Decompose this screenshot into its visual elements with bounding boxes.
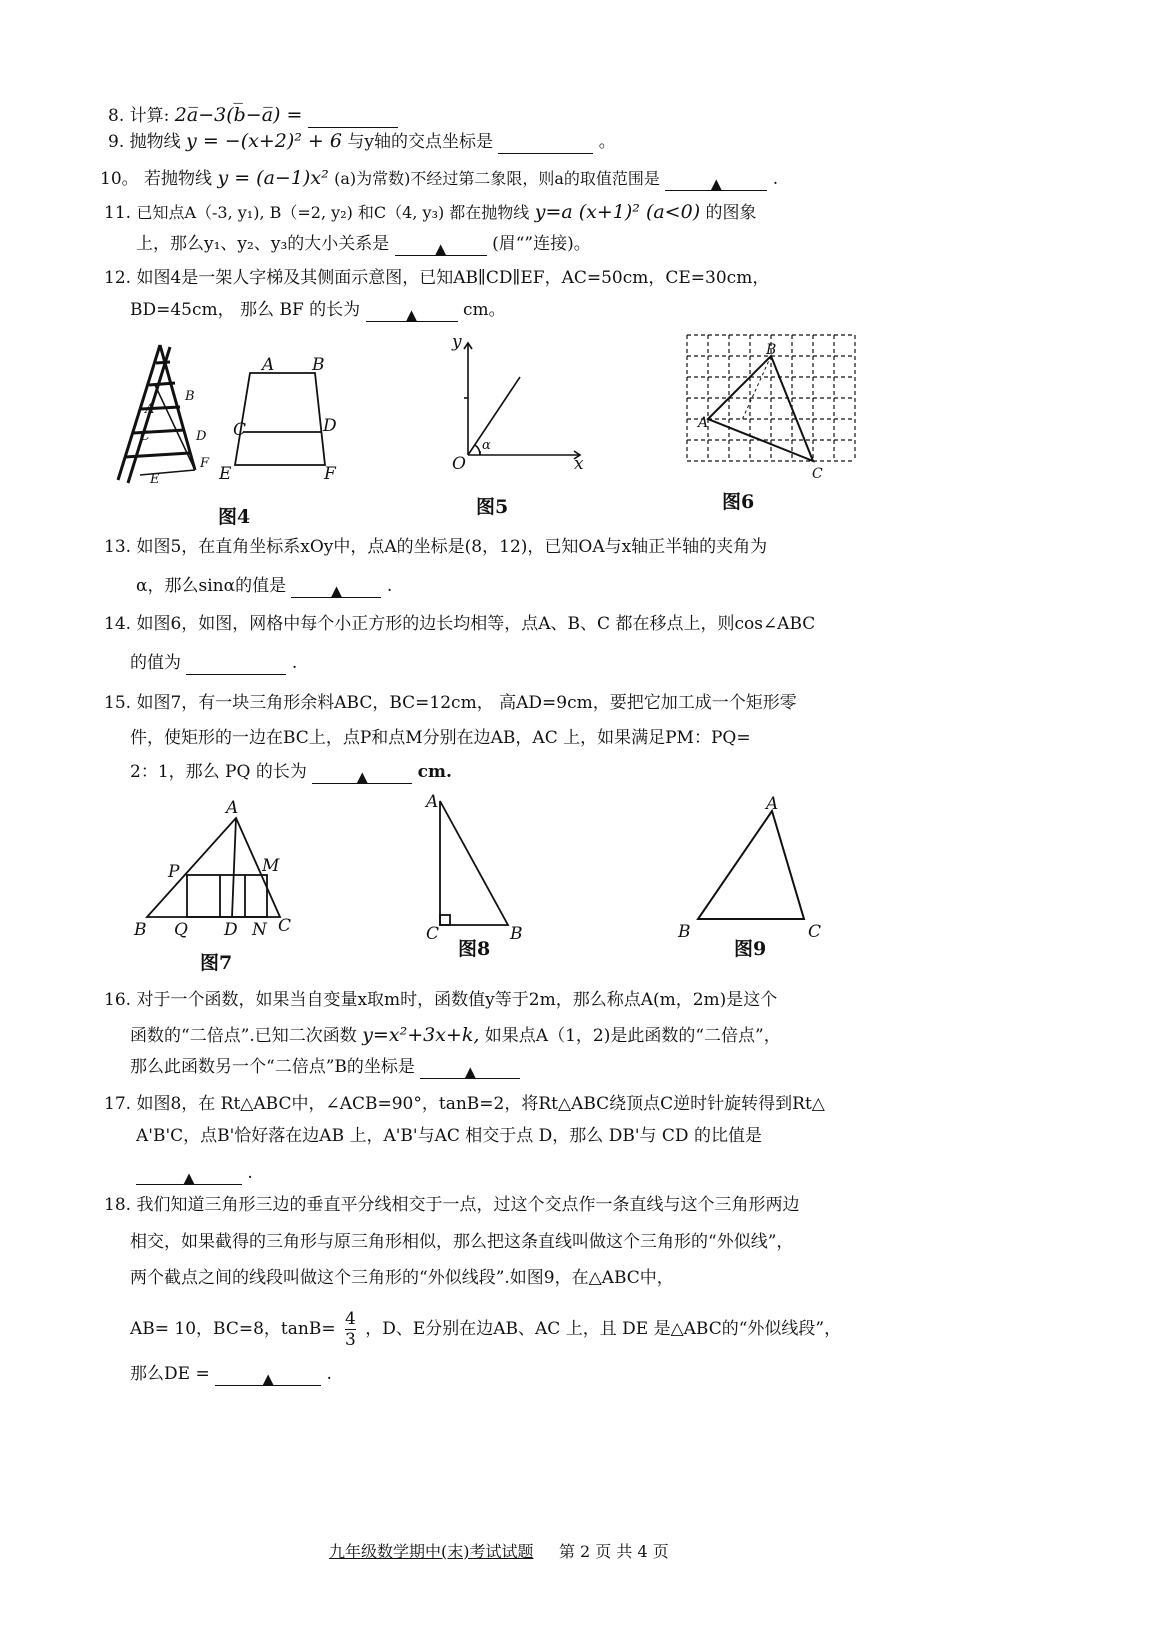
svg-text:N: N (252, 920, 267, 940)
triangle-marker: ▲ (710, 175, 723, 193)
figure-caption: 图8 (458, 938, 491, 960)
svg-text:P: P (168, 862, 180, 882)
answer-blank[interactable] (186, 656, 286, 675)
answer-blank[interactable] (215, 1367, 321, 1386)
question-9: 9. 抛物线 y = −(x+2)² + 6 与y轴的交点坐标是 。 (108, 130, 616, 152)
question-17-line3: ▲ . (136, 1161, 253, 1185)
triangle-ABC (698, 811, 804, 919)
fraction-4-3: $\frac{4}{3}$ (344, 1309, 356, 1350)
svg-text:C: C (278, 916, 292, 936)
triangle-marker: ▲ (405, 306, 418, 324)
figure-4 (100, 335, 360, 535)
answer-blank[interactable] (665, 172, 767, 191)
svg-text:x: x (574, 454, 584, 474)
question-12: 12. 如图4是一架人字梯及其侧面示意图，已知AB∥CD∥EF，AC=50cm，CE=30cm， (104, 268, 770, 288)
svg-text:B: B (678, 922, 691, 942)
answer-blank[interactable] (395, 237, 487, 256)
svg-text:C: C (140, 429, 150, 444)
question-15: 15. 如图7，有一块三角形余料ABC，BC=12cm， 高AD=9cm，要把它加工成一个矩形零 (104, 693, 797, 713)
question-18-line2: 相交，如果截得的三角形与原三角形相似，那么把这条直线叫做这个三角形的“外似线”， (130, 1232, 794, 1252)
svg-text:F: F (324, 464, 336, 484)
answer-blank[interactable] (136, 1166, 242, 1185)
answer-blank[interactable] (420, 1060, 520, 1079)
svg-text:A: A (698, 415, 709, 431)
figure-caption: 图4 (218, 506, 251, 528)
svg-text:O: O (452, 454, 466, 474)
triangle-marker: ▲ (330, 582, 343, 600)
ladder-drawing (118, 345, 195, 483)
svg-text:M: M (262, 856, 280, 876)
question-14: 14. 如图6，如图，网格中每个小正方形的边长均相等，点A、B、C 都在移点上，则cos∠ABC (104, 614, 816, 634)
svg-text:E: E (150, 472, 160, 487)
triangle-marker: ▲ (434, 240, 447, 258)
svg-text:E: E (219, 464, 232, 484)
triangle-with-rectangle (147, 818, 280, 917)
svg-text:B: B (766, 342, 777, 358)
figure-9 (676, 793, 846, 978)
question-16-line2: 函数的“二倍点”.已知二次函数 y=x²+3x+k, 如果点A（1，2)是此函数的“二倍点”， (130, 1024, 781, 1046)
question-14-line2: 的值为 . (130, 653, 298, 673)
question-18-line5: 那么DE = ▲ . (130, 1364, 332, 1388)
question-18: 18. 我们知道三角形三边的垂直平分线相交于一点，过这个交点作一条直线与这个三角形两边 (104, 1195, 800, 1215)
question-17: 17. 如图8，在 Rt△ABC中，∠ACB=90°，tanB=2，将Rt△ABC绕顶点C逆时针旋转得到Rt△ (104, 1094, 825, 1114)
svg-text:A: A (262, 355, 275, 375)
question-16: 16. 对于一个函数，如果当自变量x取m时，函数值y等于2m，那么称点A(m，2m)是这个 (104, 990, 778, 1010)
page-footer (329, 1539, 669, 1562)
question-18-line4: AB= 10，BC=8，tanB= $\frac{4}{3}$ ，D、E分别在边AB、AC 上，且 DE 是△ABC的“外似线段”， (130, 1309, 842, 1350)
svg-text:C: C (812, 466, 823, 482)
svg-text:A: A (145, 402, 155, 417)
triangle-marker: ▲ (183, 1169, 195, 1187)
figure-5 (420, 332, 600, 518)
svg-text:Q: Q (174, 920, 188, 940)
svg-text:F: F (200, 456, 210, 471)
svg-text:C: C (808, 922, 822, 942)
question-11-line2: 上，那么y₁、y₂、y₃的大小关系是 ▲ (眉“”连接)。 (136, 234, 591, 258)
figure-caption: 图5 (476, 496, 509, 518)
question-11: 11. 已知点A（-3, y₁), B（=2, y₂) 和C（4, y₃) 都在抛物线 y=a (x+1)² (a<0) 的图象 (104, 201, 757, 223)
svg-text:C: C (426, 924, 440, 944)
svg-text:y: y (452, 332, 462, 352)
question-12-line2: BD=45cm， 那么 BF 的长为 ▲ cm。 (130, 300, 506, 324)
svg-text:B: B (312, 355, 325, 375)
question-18-line3: 两个截点之间的线段叫做这个三角形的“外似线段”.如图9，在△ABC中， (130, 1268, 674, 1288)
svg-text:α: α (482, 438, 491, 453)
svg-text:B: B (134, 920, 147, 940)
footer-title: 九年级数学期中(末)考试试题 (329, 1542, 534, 1561)
trapezoid-ABFE (235, 373, 325, 465)
triangle-marker: ▲ (262, 1370, 274, 1388)
svg-text:C: C (233, 420, 247, 440)
answer-blank[interactable] (291, 579, 381, 598)
answer-blank[interactable] (308, 109, 398, 128)
question-13-line2: α，那么sinα的值是 ▲ . (136, 576, 393, 600)
svg-text:A: A (766, 794, 779, 814)
figure-caption: 图7 (200, 952, 233, 974)
svg-text:A: A (426, 792, 439, 812)
question-8: 8. 计算: 2a̅−3(b̅−a̅) = (108, 103, 398, 128)
figure-8 (420, 793, 560, 978)
question-13: 13. 如图5，在直角坐标系xOy中，点A的坐标是(8，12)，已知OA与x轴正半轴的夹角为 (104, 537, 768, 557)
svg-text:B: B (510, 924, 523, 944)
svg-text:D: D (323, 416, 337, 436)
figure-caption: 图6 (722, 491, 755, 513)
svg-text:B: B (185, 389, 195, 404)
svg-text:D: D (224, 920, 238, 940)
question-10: 10。 若抛物线 y = (a−1)x² (a)为常数)不经过第二象限，则a的取值范围是 ▲ . (100, 167, 779, 193)
figure-7 (130, 793, 310, 978)
question-15-line2: 件，使矩形的一边在BC上，点P和点M分别在边AB，AC 上，如果满足PM：PQ= (130, 728, 751, 748)
triangle-marker: ▲ (464, 1063, 477, 1081)
svg-text:A: A (226, 798, 239, 818)
svg-text:D: D (196, 429, 207, 444)
figure-6 (682, 330, 872, 513)
answer-blank[interactable] (312, 765, 412, 784)
figure-caption: 图9 (734, 938, 767, 960)
right-triangle (440, 801, 508, 925)
question-17-line2: A'B'C，点B'恰好落在边AB 上，A'B'与AC 相交于点 D，那么 DB'与 CD 的比值是 (136, 1126, 762, 1146)
triangle-ABC (708, 356, 813, 461)
question-16-line3: 那么此函数另一个“二倍点”B的坐标是 ▲ (130, 1055, 520, 1079)
question-15-line3: 2：1，那么 PQ 的长为 ▲ cm. (130, 762, 452, 786)
triangle-marker: ▲ (356, 768, 368, 786)
answer-blank[interactable] (498, 135, 593, 154)
footer-page-number: 第 2 页 共 4 页 (558, 1542, 669, 1561)
answer-blank[interactable] (366, 303, 458, 322)
